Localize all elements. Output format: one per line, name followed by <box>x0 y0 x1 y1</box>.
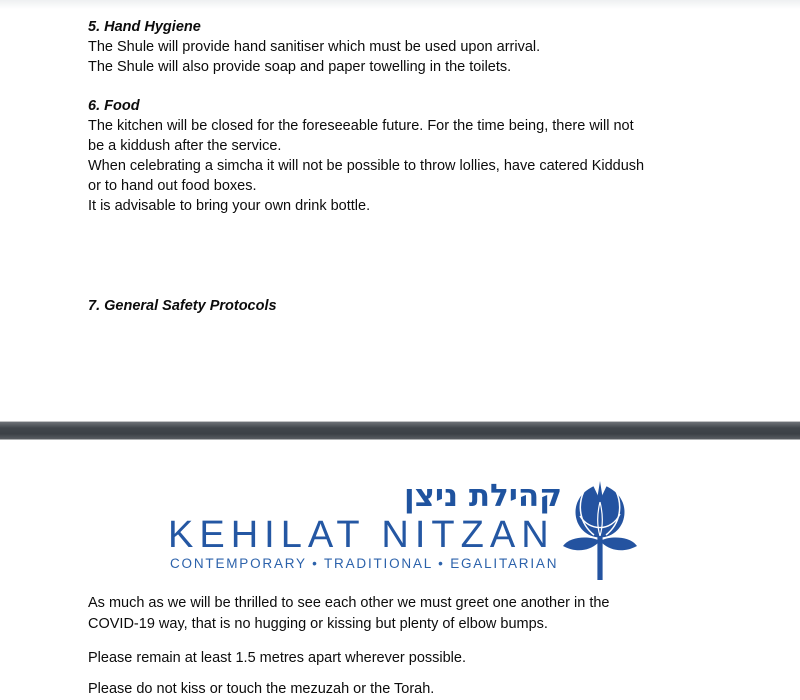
body-line: or to hand out food boxes. <box>88 178 257 194</box>
section-hand-hygiene <box>88 17 540 77</box>
body-line: The Shule will also provide soap and paper towelling in the toilets. <box>88 59 512 75</box>
body-line: As much as we will be thrilled to see each other we must greet one another in the <box>88 595 610 611</box>
body-line: COVID-19 way, that is no hugging or kissing but plenty of elbow bumps. <box>88 616 548 632</box>
page-divider <box>0 421 800 440</box>
section-heading: 6. Food <box>88 98 140 114</box>
logo-name-text: KEHILAT NITZAN <box>168 514 555 556</box>
window-top-shadow <box>0 0 800 9</box>
body-line: Please do not kiss or touch the mezuzah or the Torah. <box>88 681 435 697</box>
body-line: The Shule will provide hand sanitiser which must be used upon arrival. <box>88 39 541 55</box>
body-line: Please remain at least 1.5 metres apart wherever possible. <box>88 650 466 666</box>
flower-bud-icon <box>561 481 639 580</box>
section-heading: 7. General Safety Protocols <box>88 298 277 314</box>
paragraph-greeting <box>88 593 609 635</box>
paragraph-distancing <box>88 648 466 669</box>
body-line: The kitchen will be closed for the foreseeable future. For the time being, there will not <box>88 118 634 134</box>
section-general-safety-protocols <box>88 296 277 316</box>
logo-hebrew-text: קהילת ניצן <box>403 478 562 514</box>
body-line: When celebrating a simcha it will not be possible to throw lollies, have catered Kiddush <box>88 158 645 174</box>
body-line: be a kiddush after the service. <box>88 138 282 154</box>
body-line: It is advisable to bring your own drink bottle. <box>88 198 371 214</box>
section-food <box>88 96 644 216</box>
section-heading: 5. Hand Hygiene <box>88 19 201 35</box>
logo-tagline-text: CONTEMPORARY • TRADITIONAL • EGALITARIAN <box>170 556 559 571</box>
